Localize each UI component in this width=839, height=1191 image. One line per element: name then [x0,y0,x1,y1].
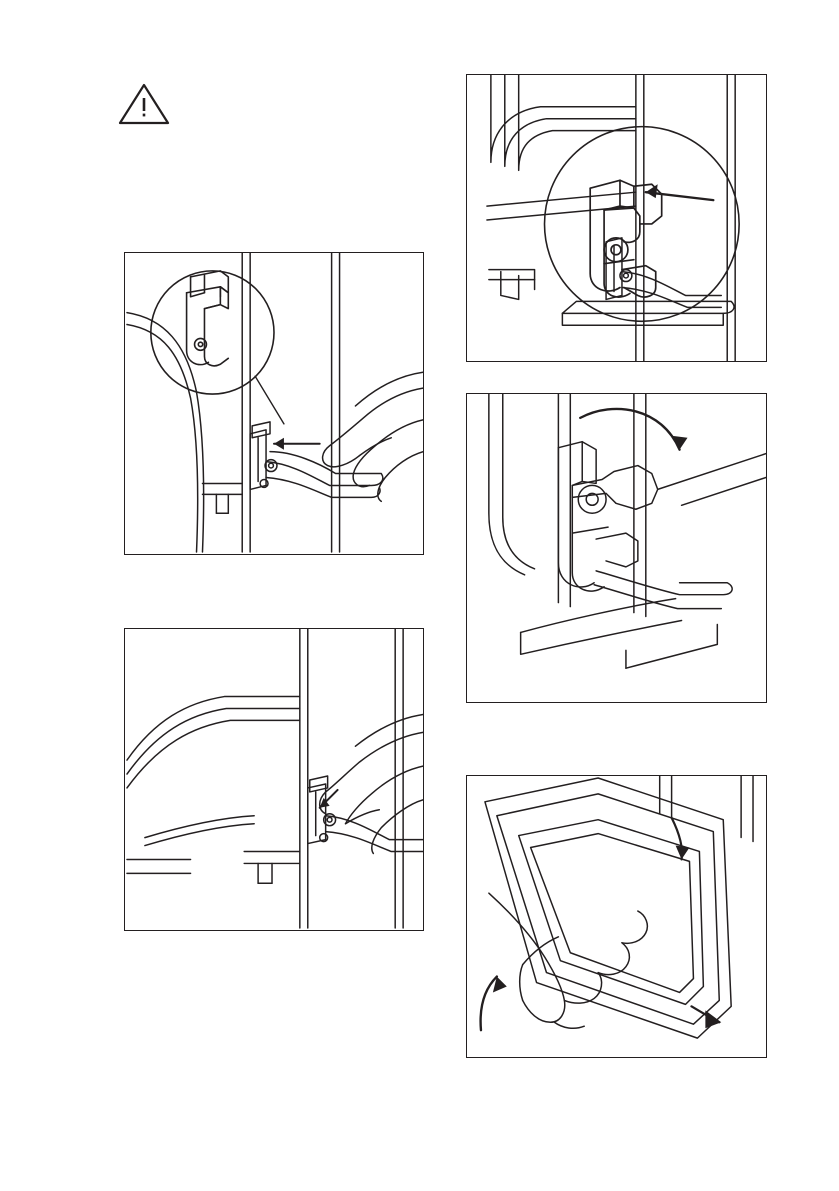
figure-door-hinge-lock-release-left [124,252,424,555]
warning-triangle-icon [118,82,170,126]
figure-remove-door-lift-off [466,775,767,1058]
figure-door-hinge-lock-release-right [124,628,424,931]
figure-close-door-halfway [466,393,767,703]
figure-hinge-bracket-position-detail [466,74,767,362]
